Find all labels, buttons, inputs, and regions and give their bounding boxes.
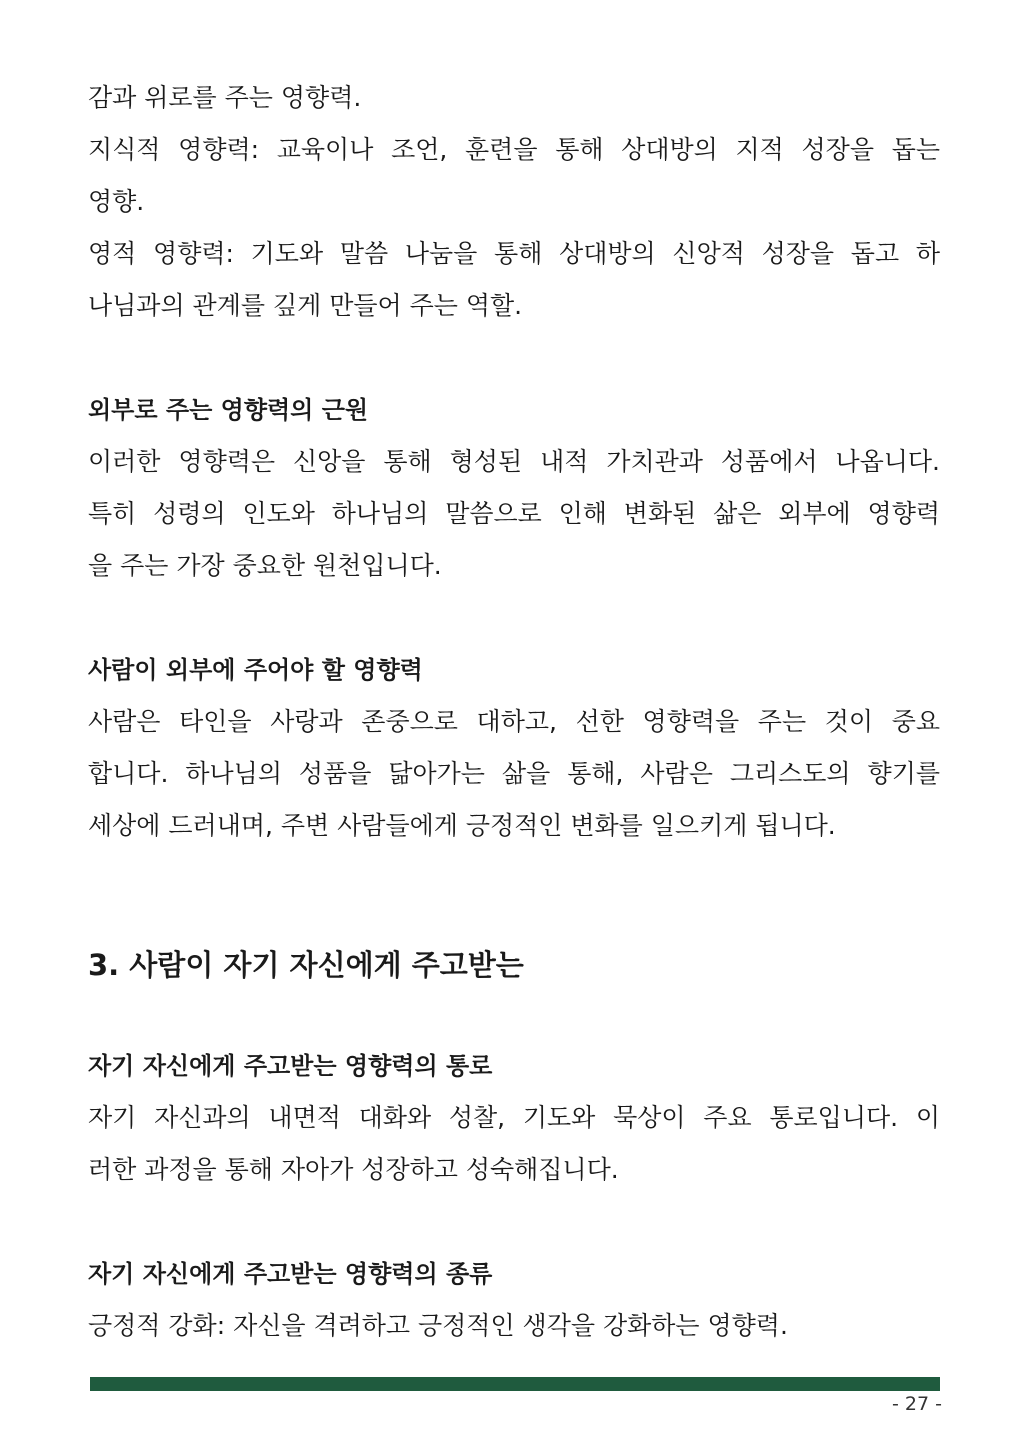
paragraph-line: 지식적 영향력: 교육이나 조언, 훈련을 통해 상대방의 지적 성장을 돕는 xyxy=(88,135,940,164)
paragraph-line: 나님과의 관계를 깊게 만들어 주는 역할. xyxy=(88,291,523,320)
paragraph-line: 영향. xyxy=(88,187,145,216)
paragraph-line: 이러한 영향력은 신앙을 통해 형성된 내적 가치관과 성품에서 나옵니다. xyxy=(88,447,940,476)
subheading-self-channel: 자기 자신에게 주고받는 영향력의 통로 xyxy=(88,1052,493,1080)
spacer xyxy=(88,332,940,384)
paragraph-line: 러한 과정을 통해 자아가 성장하고 성숙해집니다. xyxy=(88,1155,619,1184)
page-content xyxy=(88,72,940,1352)
paragraph-line: 특히 성령의 인도와 하나님의 말씀으로 인해 변화된 삶은 외부에 영향력 xyxy=(88,499,940,528)
paragraph-line: 세상에 드러내며, 주변 사람들에게 긍정적인 변화를 일으키게 됩니다. xyxy=(88,811,836,840)
page-number: - 27 - xyxy=(892,1393,942,1415)
subheading-outward-influence: 사람이 외부에 주어야 할 영향력 xyxy=(88,656,423,684)
paragraph-line: 합니다. 하나님의 성품을 닮아가는 삶을 통해, 사람은 그리스도의 향기를 xyxy=(88,759,940,788)
footer-rule xyxy=(90,1377,940,1391)
spacer xyxy=(88,592,940,644)
paragraph-line: 자기 자신과의 내면적 대화와 성찰, 기도와 묵상이 주요 통로입니다. 이 xyxy=(88,1103,940,1132)
spacer xyxy=(88,1196,940,1248)
section-title: 3. 사람이 자기 자신에게 주고받는 xyxy=(88,948,524,982)
spacer xyxy=(88,1000,940,1040)
paragraph-line: 긍정적 강화: 자신을 격려하고 긍정적인 생각을 강화하는 영향력. xyxy=(88,1311,788,1340)
paragraph-line: 영적 영향력: 기도와 말씀 나눔을 통해 상대방의 신앙적 성장을 돕고 하 xyxy=(88,239,940,268)
paragraph-line: 감과 위로를 주는 영향력. xyxy=(88,83,362,112)
paragraph-line: 사람은 타인을 사랑과 존중으로 대하고, 선한 영향력을 주는 것이 중요 xyxy=(88,707,940,736)
spacer xyxy=(88,852,940,930)
subheading-self-types: 자기 자신에게 주고받는 영향력의 종류 xyxy=(88,1260,493,1288)
subheading-outward-source: 외부로 주는 영향력의 근원 xyxy=(88,396,369,424)
paragraph-line: 을 주는 가장 중요한 원천입니다. xyxy=(88,551,442,580)
